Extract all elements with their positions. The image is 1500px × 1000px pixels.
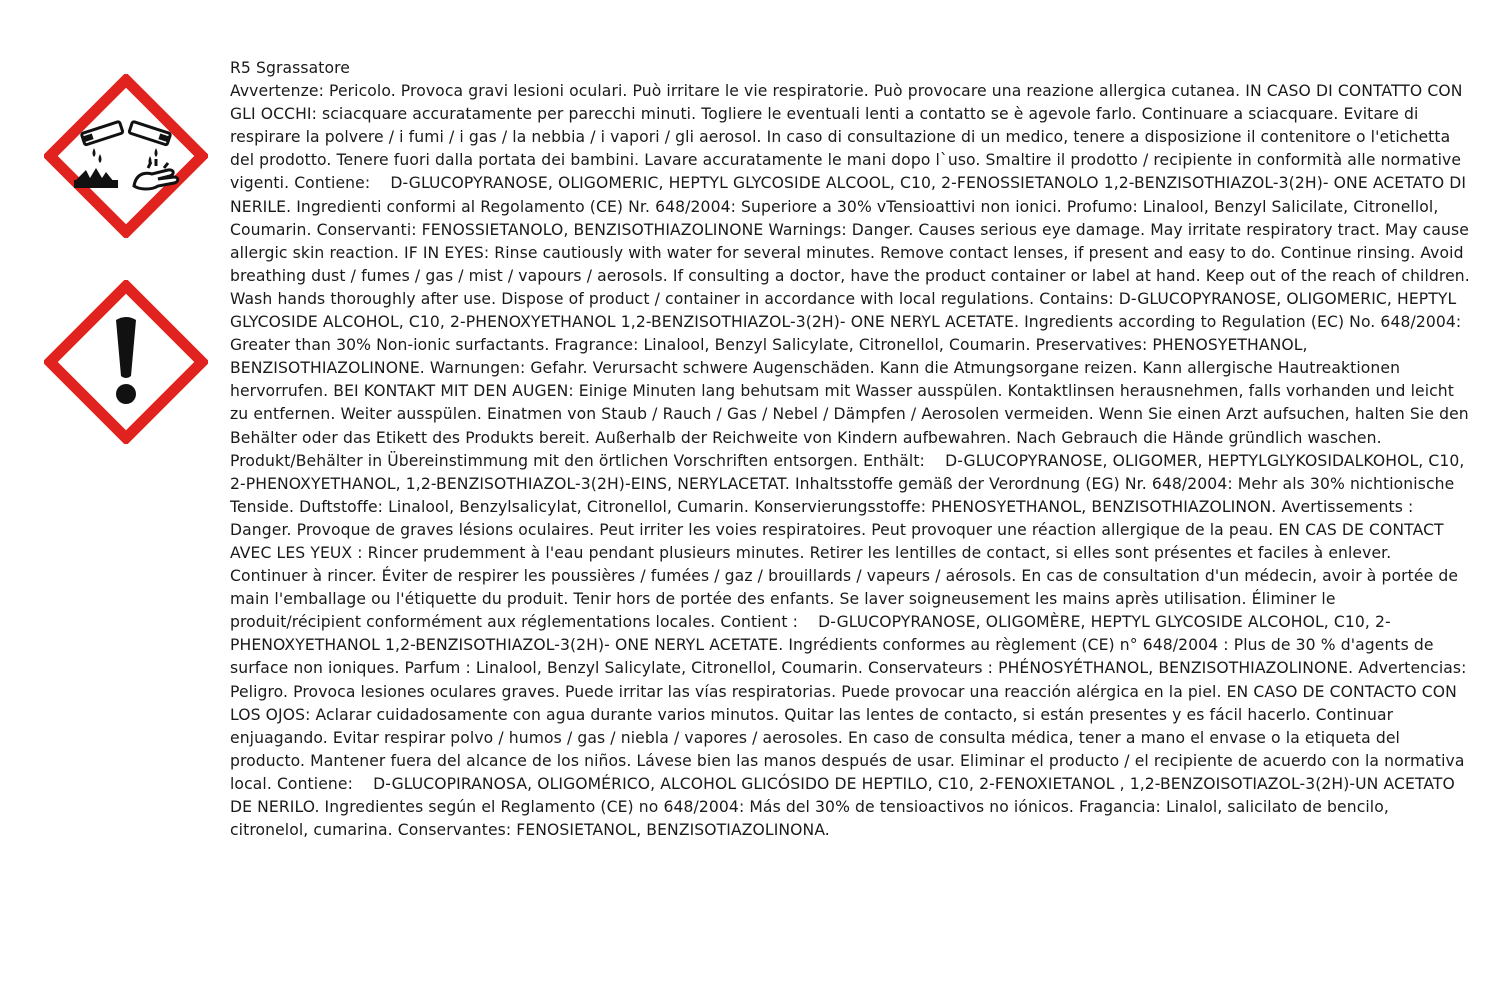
hazard-warnings-multilingual: Avvertenze: Pericolo. Provoca gravi lesioni oculari. Può irritare le vie respiratorie. Può provocare una reazione allergica cutanea. IN CASO DI CONTATTO CON GLI OCCHI: sciacquare accuratamente per parecchi minuti. Togliere le eventuali lenti a contatto se è agevole farlo. Continuare a sciacquare. Evitare di respirare la polvere / i fumi / i gas / la nebbia / i vapori / gli aerosol. In caso di consultazione di un medico, tenere a disposizione il contenitore o l'etichetta del prodotto. Tenere fuori dalla portata dei bambini. Lavare accuratamente le mani dopo l`uso. Smaltire il prodotto / recipiente in conformità alle normative vigenti. Contiene: D-GLUCOPYRANOSE, OLIGOMERIC, HEPTYL GLYCOSIDE ALCOOL, C10, 2-FENOSSIETANOLO 1,2-BENZISOTHIAZOL-3(2H)- ONE ACETATO DI NERILE. Ingredienti conformi al Regolamento (CE) Nr. 648/2004: Superiore a 30% vTensioattivi non ionici. Profumo: Linalool, Benzyl Salicilate, Citronellol, Coumarin. Conservanti: FENOSSIETANOLO, BENZISOTHIAZOLINONE Warnings: Danger. Causes serious eye damage. May irritate respiratory tract. May cause allergic skin reaction. IF IN EYES: Rinse cautiously with water for several minutes. Remove contact lenses, if present and easy to do. Continue rinsing. Avoid breathing dust / fumes / gas / mist / vapours / aerosols. If consulting a doctor, have the product container or label at hand. Keep out of the reach of children. Wash hands thoroughly after use. Dispose of product / container in accordance with local regulations. Contains: D-GLUCOPYRANOSE, OLIGOMERIC, HEPTYL GLYCOSIDE ALCOHOL, C10, 2-PHENOXYETHANOL 1,2-BENZISOTHIAZOL-3(2H)- ONE NERYL ACETATE. Ingredients according to Regulation (EC) No. 648/2004: Greater than 30% Non-ionic surfactants. Fragrance: Linalool, Benzyl Salicylate, Citronellol, Coumarin. Preservatives: PHENOSYETHANOL, BENZISOTHIAZOLINONE. Warnungen: Gefahr. Verursacht schwere Augenschäden. Kann die Atmungsorgane reizen. Kann allergische Hautreaktionen hervorrufen. BEI KONTAKT MIT DEN AUGEN: Einige Minuten lang behutsam mit Wasser ausspülen. Kontaktlinsen herausnehmen, falls vorhanden und leicht zu entfernen. Weiter ausspülen. Einatmen von Staub / Rauch / Gas / Nebel / Dämpfen / Aerosolen vermeiden. Wenn Sie einen Arzt aufsuchen, halten Sie den Behälter oder das Etikett des Produkts bereit. Außerhalb der Reichweite von Kindern aufbewahren. Nach Gebrauch die Hände gründlich waschen. Produkt/Behälter in Übereinstimmung mit den örtlichen Vorschriften entsorgen. Enthält: D-GLUCOPYRANOSE, OLIGOMER, HEPTYLGLYKOSIDALKOHOL, C10, 2-PHENOXYETHANOL, 1,2-BENZISOTHIAZOL-3(2H)-EINS, NERYLACETAT. Inhaltsstoffe gemäß der Verordnung (EG) Nr. 648/2004: Mehr als 30% nichtionische Tenside. Duftstoffe: Linalool, Benzylsalicylat, Citronellol, Cumarin. Konservierungsstoffe: PHENOSYETHANOL, BENZISOTHIAZOLINON. Avertissements : Danger. Provoque de graves lésions oculaires. Peut irriter les voies respiratoires. Peut provoquer une réaction allergique de la peau. EN CAS DE CONTACT AVEC LES YEUX : Rincer prudemment à l'eau pendant plusieurs minutes. Retirer les lentilles de contact, si elles sont présentes et faciles à enlever. Continuer à rincer. Éviter de respirer les poussières / fumées / gaz / brouillards / vapeurs / aérosols. En cas de consultation d'un médecin, avoir à portée de main l'emballage ou l'étiquette du produit. Tenir hors de portée des enfants. Se laver soigneusement les mains après utilisation. Éliminer le produit/récipient conformément aux réglementations locales. Contient : D-GLUCOPYRANOSE, OLIGOMÈRE, HEPTYL GLYCOSIDE ALCOHOL, C10, 2-PHENOXYETHANOL 1,2-BENZISOTHIAZOL-3(2H)- ONE NERYL ACETATE. Ingrédients conformes au règlement (CE) n° 648/2004 : Plus de 30 % d'agents de surface non ioniques. Parfum : Linalool, Benzyl Salicylate, Citronellol, Coumarin. Conservateurs : PHÉNOSYÉTHANOL, BENZISOTHIAZOLINONE. Advertencias: Peligro. Provoca lesiones oculares graves. Puede irritar las vías respiratorias. Puede provocar una reacción alérgica en la piel. EN CASO DE CONTACTO CON LOS OJOS: Aclarar cuidadosamente con agua durante varios minutos. Quitar las lentes de contacto, si están presentes y es fácil hacerlo. Continuar enjuagando. Evitar respirar polvo / humos / gas / niebla / vapores / aerosoles. En caso de consulta médica, tener a mano el envase o la etiqueta del producto. Mantener fuera del alcance de los niños. Lávese bien las manos después de usar. Eliminar el producto / el recipiente de acuerdo con la normativa local. Contiene: D-GLUCOPIRANOSA, OLIGOMÉRICO, ALCOHOL GLICÓSIDO DE HEPTILO, C10, 2-FENOXIETANOL , 1,2-BENZOISOTIAZOL-3(2H)-UN ACETATO DE NERILO. Ingredientes según el Reglamento (CE) no 648/2004: Más del 30% de tensioactivos no iónicos. Fragancia: Linalol, salicilato de bencilo, citronelol, cumarina. Conservantes: FENOSIETANOL, BENZISOTIAZOLINONA. xyxy=(230,82,1475,840)
safety-label-text xyxy=(230,57,1475,842)
corrosion-icon xyxy=(44,74,208,238)
hazard-pictograms xyxy=(44,74,208,486)
exclamation-mark-icon xyxy=(44,280,208,444)
product-name: R5 Sgrassatore xyxy=(230,59,350,77)
